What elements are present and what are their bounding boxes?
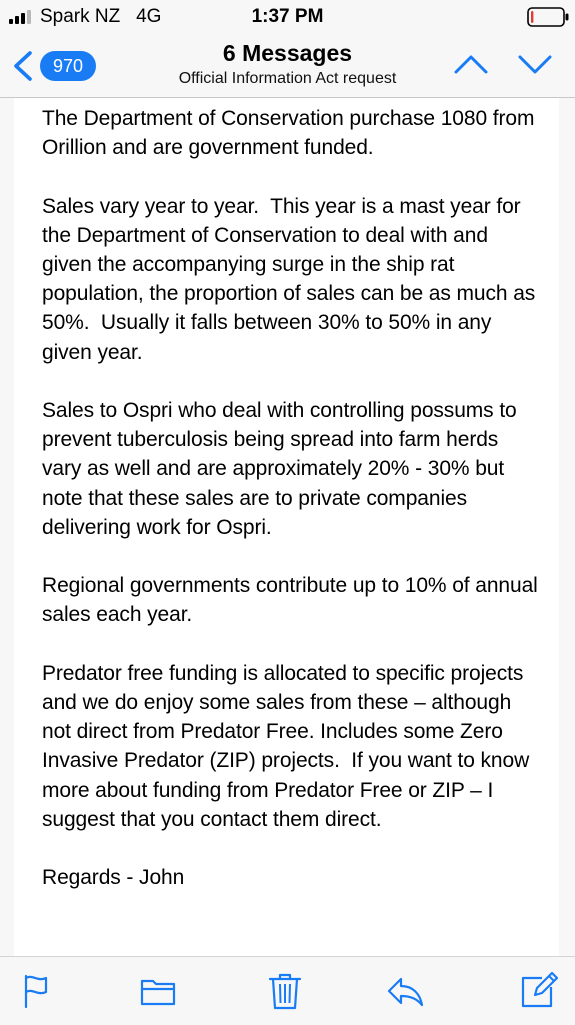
unread-count-badge: 970 [40, 51, 96, 81]
network-type: 4G [136, 6, 162, 27]
compose-button[interactable] [518, 971, 558, 1011]
thread-title: 6 Messages [222, 40, 353, 66]
flag-icon [18, 971, 58, 1011]
chevron-up-icon [456, 57, 486, 72]
bottom-toolbar [0, 956, 575, 1025]
carrier-name: Spark NZ [40, 6, 121, 27]
message-paragraph: The Department of Conservation purchase 1080 from Orillion and are government funded. [42, 107, 541, 160]
message-body [42, 104, 542, 892]
message-nav-header [0, 34, 575, 98]
flag-button[interactable] [18, 971, 58, 1011]
clock: 1:37 PM [251, 6, 324, 27]
message-card [14, 98, 559, 956]
battery-icon [527, 7, 569, 27]
battery-level-fill [531, 11, 533, 23]
message-paragraph: Sales vary year to year. This year is a mast year for the Department of Conservation to deal with and given the accompanying surge in the ship rat population, the proportion of sales can be as much as 50%. Usually it falls between 30% to 50% in any given year. [42, 194, 541, 364]
delete-button[interactable] [265, 971, 305, 1011]
message-signoff: Regards - John [42, 866, 185, 890]
compose-icon [518, 971, 558, 1011]
reply-button[interactable] [385, 971, 425, 1011]
message-paragraph: Predator free funding is allocated to specific projects and we do enjoy some sales from these – although not direct from Predator Free. Includes some Zero Invasive Predator (ZIP) projects. If you want to know more about funding from Predator Free or ZIP – I suggest that you contact them direct. [42, 661, 535, 831]
next-message-button[interactable] [516, 50, 554, 78]
chevron-down-icon [520, 57, 550, 72]
message-paragraph: Regional governments contribute up to 10% of annual sales each year. [42, 574, 544, 627]
previous-message-button[interactable] [452, 50, 490, 78]
folder-icon [138, 971, 178, 1011]
status-bar [0, 0, 575, 34]
message-paragraph: Sales to Ospri who deal with controlling possums to prevent tuberculosis being spread into farm herds vary as well and are approximately 20% - 30% but note that these sales are to private companies delivering work for Ospri. [42, 399, 523, 539]
move-to-folder-button[interactable] [138, 971, 178, 1011]
reply-icon [385, 971, 425, 1011]
thread-subject: Official Information Act request [178, 70, 397, 87]
trash-icon [265, 971, 305, 1011]
